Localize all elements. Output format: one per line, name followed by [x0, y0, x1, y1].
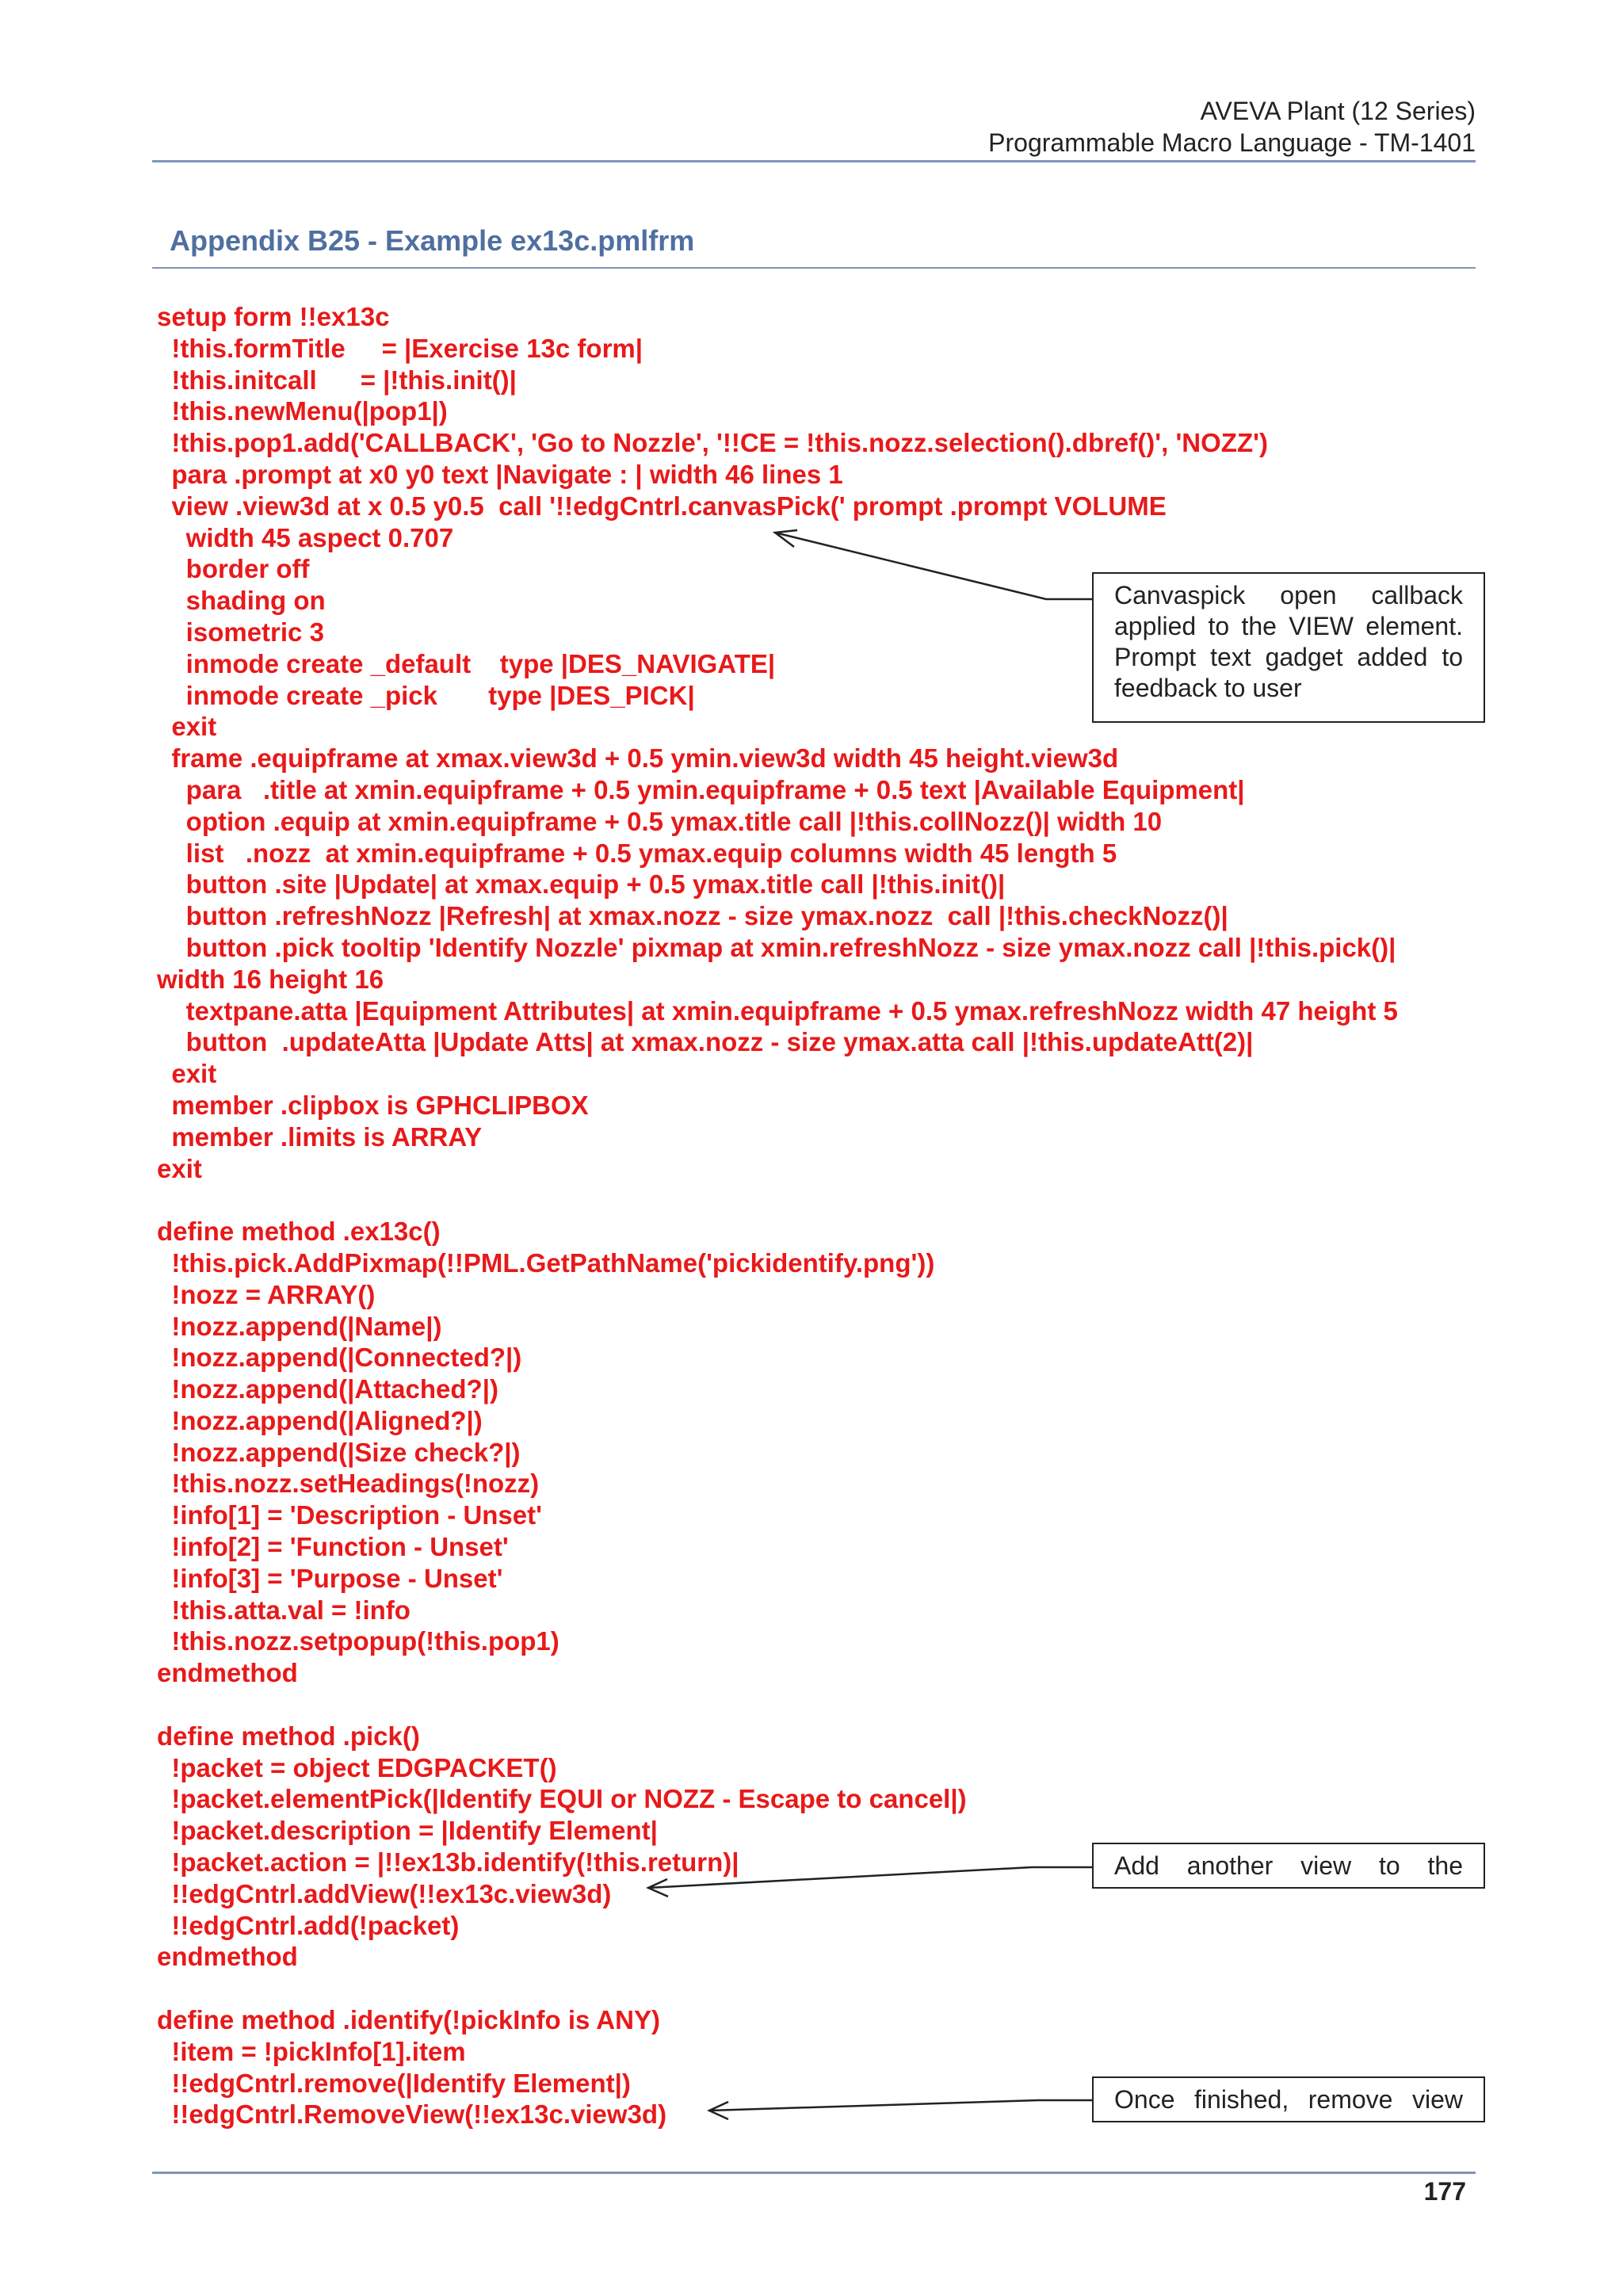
code-line: !nozz.append(|Connected?|)	[157, 1343, 522, 1373]
code-line: !this.pop1.add('CALLBACK', 'Go to Nozzle', '!!CE = !this.nozz.selection().dbref()', 'NOZZ')	[157, 428, 1268, 458]
code-line: width 16 height 16	[157, 964, 384, 994]
code-line: !nozz.append(|Aligned?|)	[157, 1405, 483, 1435]
code-line: !this.nozz.setHeadings(!nozz)	[157, 1469, 540, 1499]
code-line: !this.newMenu(|pop1|)	[157, 396, 448, 426]
code-line: para .prompt at x0 y0 text |Navigate : | width 46 lines 1	[157, 459, 843, 489]
page-number: 177	[1423, 2177, 1466, 2206]
code-line: member .limits is ARRAY	[157, 1121, 483, 1152]
code-line: para .title at xmin.equipframe + 0.5 ymin.equipframe + 0.5 text |Available Equipment|	[157, 774, 1245, 804]
code-line: !packet.elementPick(|Identify EQUI or NOZZ - Escape to cancel|)	[157, 1784, 967, 1814]
code-line: textpane.atta |Equipment Attributes| at xmin.equipframe + 0.5 ymax.refreshNozz width 47 height 5	[157, 995, 1398, 1026]
arrow-add-view	[648, 1867, 1092, 1888]
code-line: exit	[157, 712, 217, 742]
code-line: !!edgCntrl.addView(!!ex13c.view3d)	[157, 1878, 612, 1908]
code-line: width 45 aspect 0.707	[157, 522, 454, 552]
code-line: !info[3] = 'Purpose - Unset'	[157, 1563, 503, 1593]
code-line: !!edgCntrl.remove(|Identify Element|)	[157, 2068, 631, 2098]
section-title: Appendix B25 - Example ex13c.pmlfrm	[170, 224, 695, 257]
code-line: button .pick tooltip 'Identify Nozzle' pixmap at xmin.refreshNozz - size ymax.nozz call |!this.pick()|	[157, 932, 1396, 962]
code-line: endmethod	[157, 1658, 298, 1688]
code-line: frame .equipframe at xmax.view3d + 0.5 ymin.view3d width 45 height.view3d	[157, 743, 1119, 774]
code-line: exit	[157, 1059, 217, 1089]
callout-add-view: Add another view to the	[1092, 1843, 1485, 1889]
code-line: !nozz.append(|Attached?|)	[157, 1374, 498, 1404]
code-line: button .site |Update| at xmax.equip + 0.5 ymax.title call |!this.init()|	[157, 869, 1006, 900]
code-line: !packet.action = |!!ex13b.identify(!this.return)|	[157, 1847, 739, 1878]
code-line: !item = !pickInfo[1].item	[157, 2036, 466, 2066]
code-line: !packet.description = |Identify Element|	[157, 1816, 658, 1846]
header-line-2: Programmable Macro Language - TM-1401	[988, 128, 1476, 157]
code-line: button .updateAtta |Update Atts| at xmax.nozz - size ymax.atta call |!this.updateAtt(2)|	[157, 1027, 1254, 1057]
arrow-canvaspick	[775, 533, 1092, 599]
code-line: button .refreshNozz |Refresh| at xmax.nozz - size ymax.nozz call |!this.checkNozz()|	[157, 901, 1228, 931]
code-line: !this.nozz.setpopup(!this.pop1)	[157, 1626, 559, 1656]
code-line: exit	[157, 1153, 202, 1183]
code-line: !this.initcall = |!this.init()|	[157, 365, 517, 395]
code-line: define method .pick()	[157, 1721, 420, 1751]
code-line: inmode create _default type |DES_NAVIGATE|	[157, 648, 776, 678]
arrowhead-canvaspick	[775, 530, 797, 547]
callout-remove-view: Once finished, remove view	[1092, 2076, 1485, 2122]
code-line: list .nozz at xmin.equipframe + 0.5 ymax.equip columns width 45 length 5	[157, 838, 1117, 868]
callout-canvaspick: Canvaspick open callback applied to the VIEW element. Prompt text gadget added to feedback to user	[1092, 572, 1485, 723]
code-line: !!edgCntrl.add(!packet)	[157, 1910, 460, 1940]
code-line: member .clipbox is GPHCLIPBOX	[157, 1090, 589, 1120]
code-line: !this.pick.AddPixmap(!!PML.GetPathName('pickidentify.png'))	[157, 1247, 935, 1278]
code-line: inmode create _pick type |DES_PICK|	[157, 680, 695, 710]
code-line: !packet = object EDGPACKET()	[157, 1752, 557, 1782]
code-line: !!edgCntrl.RemoveView(!!ex13c.view3d)	[157, 2099, 667, 2130]
code-line: !this.atta.val = !info	[157, 1595, 411, 1625]
arrow-remove-view	[709, 2100, 1092, 2111]
code-line: endmethod	[157, 1942, 298, 1972]
code-line: !nozz.append(|Name|)	[157, 1311, 442, 1341]
code-line: border off	[157, 554, 310, 584]
code-line: !info[1] = 'Description - Unset'	[157, 1500, 542, 1530]
code-line: !nozz.append(|Size check?|)	[157, 1437, 521, 1467]
code-line: !this.formTitle = |Exercise 13c form|	[157, 333, 643, 363]
code-line: view .view3d at x 0.5 y0.5 call '!!edgCntrl.canvasPick(' prompt .prompt VOLUME	[157, 491, 1167, 521]
code-line: !info[2] = 'Function - Unset'	[157, 1532, 509, 1562]
code-line: option .equip at xmin.equipframe + 0.5 ymax.title call |!this.collNozz()| width 10	[157, 806, 1163, 836]
header-line-1: AVEVA Plant (12 Series)	[1200, 97, 1476, 125]
code-line: isometric 3	[157, 617, 324, 647]
code-line: !nozz = ARRAY()	[157, 1279, 376, 1309]
code-line: shading on	[157, 586, 326, 616]
code-line: setup form !!ex13c	[157, 302, 390, 331]
code-line: define method .identify(!pickInfo is ANY)	[157, 2005, 660, 2035]
code-line: define method .ex13c()	[157, 1217, 441, 1247]
footer-rule	[152, 2172, 1476, 2174]
